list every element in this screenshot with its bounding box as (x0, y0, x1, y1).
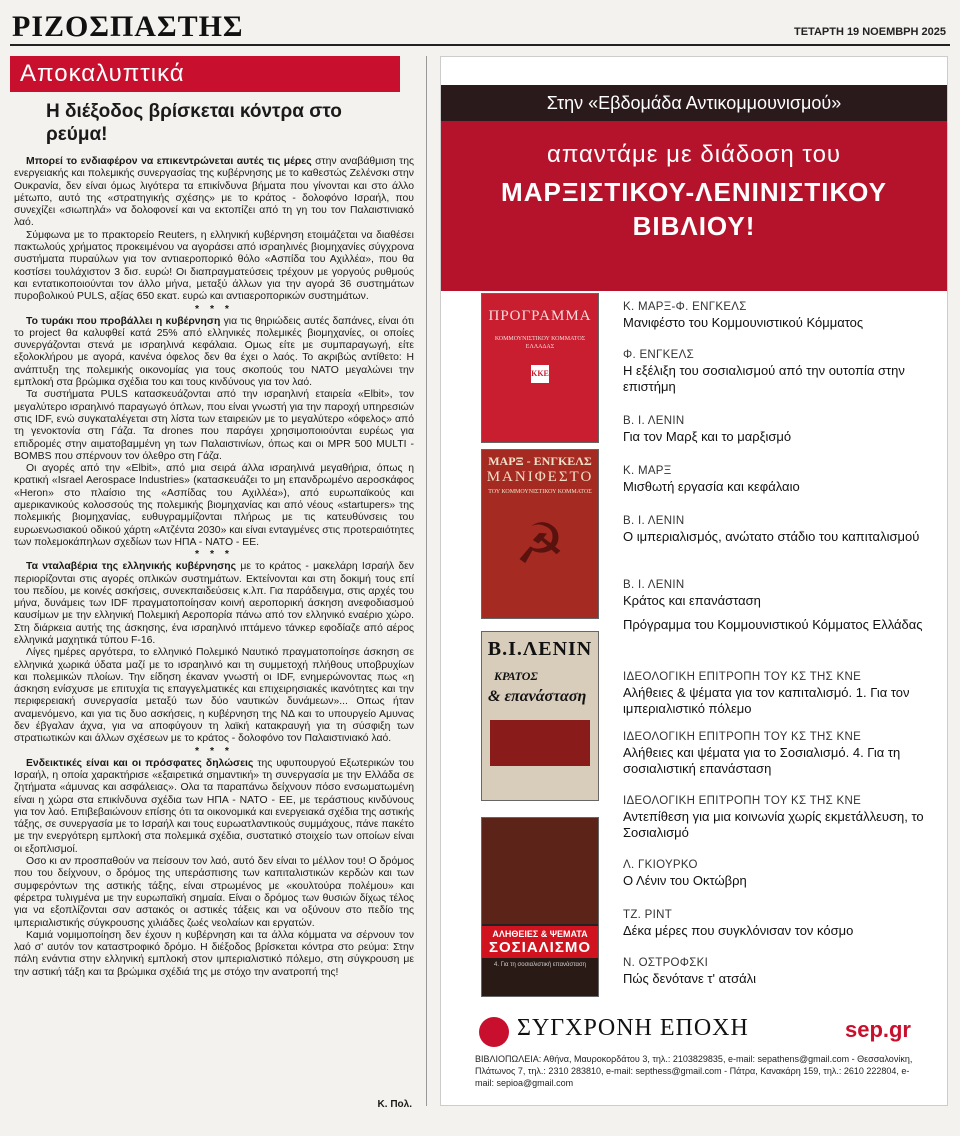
book-title: Για τον Μαρξ και το μαρξισμό (623, 429, 792, 444)
cover-title: ΚΡΑΤΟΣ (494, 669, 538, 683)
book-item (623, 615, 943, 633)
book-title: Μανιφέστο του Κομμουνιστικού Κόμματος (623, 315, 864, 330)
ad-banner-top: Στην «Εβδομάδα Αντικομμουνισμού» (441, 85, 947, 121)
book-title: Πρόγραμμα του Κομμουνιστικού Κόμματος Ελλάδας (623, 617, 923, 632)
book-title: Μισθωτή εργασία και κεφάλαιο (623, 479, 800, 494)
book-author: Κ. ΜΑΡΞ-Φ. ΕΝΓΚΕΛΣ (623, 301, 747, 313)
cover-title: ΜΑΝΙΦΕΣΤΟ (486, 469, 594, 485)
ad-banner-line3: ΒΙΒΛΙΟΥ! (632, 211, 756, 241)
paragraph-lead: Μπορεί το ενδιαφέρον να επικεντρώνεται αυτές τις μέρες (26, 156, 312, 167)
book-author: ΤΖ. ΡΙΝΤ (623, 909, 673, 921)
book-item (623, 671, 943, 717)
book-title: Πώς δενότανε τ' ατσάλι (623, 971, 756, 986)
book-item (623, 415, 943, 445)
publisher-name: ΣΥΓΧΡΟΝΗ ΕΠΟΧΗ (517, 1015, 749, 1041)
paragraph-text: με το κράτος - μακελάρη Ισραήλ δεν περιορίζονται στις αγορές οπλικών συστημάτων. Εκτείνονται και στη δοκιμή τους επί του πεδίου, με κοινές ασκήσεις, συνεκπαιδεύσεις κ.λπ. Για παράδειγμα, στις αρχές του μήνα, δυνάμεις των IDF πραγματοποίησαν κοινή αεροπορική άσκηση ανεφοδιασμού καυσίμων με την ελληνική Πολεμική Αεροπορία πάνω από τον ελληνικό εναέριο χώρο. Στη διάρκεια αυτής της άσκησης, ένα ισραηλινό ιπτάμενο τάνκερ εφοδίαζε από αέρος ελληνικά μαχητικά τύπου F-16. (14, 561, 415, 646)
book-item (623, 465, 943, 495)
revolution-scene-illustration (482, 818, 598, 926)
column-divider (426, 56, 427, 1106)
paragraph (14, 561, 414, 647)
ad-banner-line1: απαντάμε με διάδοση του (546, 141, 842, 168)
article-body (14, 156, 414, 979)
paragraph-text: της υφυπουργού Εξωτερικών του Ισραήλ, η οποία χαρακτήρισε «εξαιρετικά σημαντική» τη συνεργασία με την Ελλάδα σε ζητήματα «άμυνας και ασφάλειας». Ολα τα παραπάνω δείχνουν πόσο ενσωματωμένη είναι η χώρα στα επικίνδυνα σχέδια των ΗΠΑ - ΝΑΤΟ - ΕΕ, με τεράστιους κινδύνους για τον λαό. Επιβεβαιώνουν επίσης ότι τα οικονομικά και ενεργειακά σχέδια της αστικής τάξης, σε συνεργασία με το Ισραήλ και τους ευρωατλαντικούς συμμάχους, πάνε πακέτο με την ενεργότερη εμπλοκή στα πολεμικά σχέδια, συστατικό στοιχείο των οποίων είναι οι εξοπλισμοί. (14, 757, 414, 855)
book-cover-programma (481, 293, 599, 443)
book-author: Φ. ΕΝΓΚΕΛΣ (623, 349, 695, 361)
publisher-logo-icon (479, 1017, 509, 1047)
paragraph-text: στην αναβάθμιση της ενεργειακής και πολεμικής συνεργασίας της κυβέρνησης με το καθεστώς Ζελένσκι στην Ουκρανία, δεν είναι όμως λιγότερα τα επικίνδυνα βήματα που γίνονται και στο άλλο μέτωπο, αυτό της «στρατηγικής σχέσης» με το κράτος - δολοφόνο Ισραήλ, που συνεχίζει «σιωπηλά» να δολοφονεί και να εκτοπίζει από τη γη του τον Παλαιστινιακό λαό. (14, 156, 414, 229)
newspaper-logo: ΡΙΖΟΣΠΑΣΤΗΣ (12, 10, 244, 43)
paragraph (14, 156, 414, 230)
book-cover-manifesto (481, 449, 599, 619)
publisher-footer (441, 1005, 947, 1105)
masthead (10, 6, 950, 46)
paragraph-lead: Τα νταλαβέρια της ελληνικής κυβέρνησης (26, 561, 237, 573)
cover-subtitle: 4. Για τη σοσιαλιστική επανάσταση (493, 962, 586, 968)
book-author: ΙΔΕΟΛΟΓΙΚΗ ΕΠΙΤΡΟΠΗ ΤΟΥ ΚΣ ΤΗΣ ΚΝΕ (623, 795, 862, 807)
paragraph-text: για τις θηριώδεις αυτές δαπάνες, είναι ότι το project θα καλυφθεί κατά 25% από ελληνικές πολεμικές βιομηχανίες, οι οποίες συνεργάζονται στενά με ισραηλινά κεφάλαια. Ομως είτε με συμπαραγωγή, είτε εξολοκλήρου με αγορά, κανένα όφελος δεν θα έχει ο λαός. Το ακριβώς αντίθετο: Η ανάπτυξη της πολεμικής οικονομίας για τους σκοπούς του ΝΑΤΟ μεγαλώνει την εμπλοκή στα βρώμικα σχέδια του και τους κινδύνους για τον λαό. (14, 315, 414, 389)
cover-author: Β.Ι.ΛΕΝΙΝ (487, 638, 593, 660)
paragraph: Σύμφωνα με το πρακτορείο Reuters, η ελληνική κυβέρνηση ετοιμάζεται να διαθέσει πακτωλούς χρήματος προκειμένου να αγοράσει από ισραηλινές βιομηχανίες σύγχρονα συστήματα πυραύλων για τον αντιαεροπορικό θόλο «Ασπίδα του Αχιλλέα», που θα κοστίσει τουλάχιστον 3 δισ. ευρώ! Οι διαπραγματεύσεις τρέχουν με γοργούς ρυθμούς και εντατικοποιούνται τον άλλο μήνα, μεταξύ άλλων για την αγορά 36 συστημάτων πυροβολικού PULS, αξίας 650 εκατ. ευρώ και αντιαεροπορικών συστημάτων. (14, 229, 414, 303)
cover-title: ΠΡΟΓΡΑΜΜΑ (488, 308, 592, 324)
book-title: Ο Λένιν του Οκτώβρη (623, 873, 747, 888)
publisher-address: ΒΙΒΛΙΟΠΩΛΕΙΑ: Αθήνα, Μαυροκορδάτου 3, τηλ.: 2103829835, e-mail: sepathens@gmail.com - Θεσσαλονίκη, Πλάτωνος 7, τηλ.: 2310 283810, e-mail: septhess@gmail.com - Πάτρα, Κανακάρη 159, τηλ.: 2610 222804, e-mail: sepioa@gmail.com (475, 1054, 913, 1088)
book-author: Β. Ι. ΛΕΝΙΝ (623, 579, 685, 591)
book-author: ΙΔΕΟΛΟΓΙΚΗ ΕΠΙΤΡΟΠΗ ΤΟΥ ΚΣ ΤΗΣ ΚΝΕ (623, 671, 862, 683)
paragraph: Καμιά νομιμοποίηση δεν έχουν η κυβέρνηση και τα άλλα κόμματα να σέρνουν τον λαό σ' αυτόν τον καταστροφικό δρόμο. Η διέξοδος βρίσκεται κόντρα στο ρεύμα: Στην πάλη ενάντια στην ελληνική εμπλοκή στον ιμπεριαλιστικό πόλεμο, στη σύγκρουση με την αστική τάξη και τα βρώμικα σχέδιά της με στόχο την ανατροπή της! (14, 929, 414, 978)
book-cover-alitheies (481, 817, 599, 997)
cover-title-2: & επανάσταση (488, 688, 587, 705)
cover-subtitle: ΤΟΥ ΚΟΜΜΟΥΝΙΣΤΙΚΟΥ ΚΟΜΜΑΤΟΣ (488, 489, 592, 495)
cover-title-2: ΣΟΣΙΑΛΙΣΜΟ (482, 939, 598, 958)
book-author: Ν. ΟΣΤΡΟΦΣΚΙ (623, 957, 709, 969)
section-separator: * * * (195, 745, 233, 757)
author-signature: Κ. Πολ. (377, 1099, 412, 1110)
kke-logo-icon: ΚΚΕ (531, 365, 549, 383)
paragraph-lead: Το τυράκι που προβάλλει η κυβέρνηση (26, 315, 221, 327)
book-title: Δέκα μέρες που συγκλόνισαν τον κόσμο (623, 923, 854, 938)
cover-title: ΑΛΗΘΕΙΕΣ & ΨΕΜΑΤΑ (482, 926, 598, 939)
article-column (10, 56, 418, 1126)
hammer-sickle-icon: ☭ (514, 514, 566, 576)
book-author: Β. Ι. ΛΕΝΙΝ (623, 415, 685, 427)
book-author: Κ. ΜΑΡΞ (623, 465, 672, 477)
ad-banner-main (441, 121, 947, 291)
book-author: Β. Ι. ΛΕΝΙΝ (623, 515, 685, 527)
article-headline: Η διέξοδος βρίσκεται κόντρα στο ρεύμα! (46, 101, 342, 145)
issue-date: ΤΕΤΑΡΤΗ 19 ΝΟΕΜΒΡΗ 2025 (793, 26, 946, 38)
book-title: Αλήθειες και ψέματα για το Σοσιαλισμό. 4. Για τη σοσιαλιστική επανάσταση (623, 745, 901, 776)
ad-banner-line2: ΜΑΡΞΙΣΤΙΚΟΥ-ΛΕΝΙΝΙΣΤΙΚΟΥ (501, 177, 887, 207)
book-item (623, 515, 943, 545)
book-item (623, 909, 943, 939)
paragraph: Τα συστήματα PULS κατασκευάζονται από την ισραηλινή εταιρεία «Elbit», τον μεγαλύτερο ισραηλινό παραγωγό όπλων, που είναι γνωστή για την παροχή υπηρεσιών στις IDF, ενώ συγκαταλέγεται στη λίστα των εταιρειών με το μεγαλύτερο «όφελος» από τη γενοκτονία στη Γάζα. Τα drones που παράγει χρησιμοποιούνται ευρέως για επιδρομές στην αιματοβαμμένη γη των Παλαιστινίων, όπως και οι MPR 500 MULTI - BOMBS που σπέρνουν τον όλεθρο στη Γάζα. (14, 389, 414, 462)
cover-subtitle: ΚΟΜΜΟΥΝΙΣΤΙΚΟΥ ΚΟΜΜΑΤΟΣ ΕΛΛΑΔΑΣ (494, 336, 586, 350)
publisher-website[interactable]: sep.gr (844, 1017, 911, 1042)
book-item (623, 349, 943, 395)
paragraph-lead: Ενδεικτικές είναι και οι πρόσφατες δηλώσεις (26, 757, 254, 769)
paragraph: Οσο κι αν προσπαθούν να πείσουν τον λαό, αυτό δεν είναι το μέλλον του! Ο δρόμος που του δείχνουν, ο δρόμος της υπεράσπισης των καπιταλιστικών κερδών και των συμφερόντων της αστικής τάξης, είναι στρωμένος με «κουλτούρα πολέμου» και φέρετρα τυλιγμένα με την ευρωπαϊκή σημαία. Είναι ο δρόμος των θυσιών δίχως τέλος για να εξοπλίζονται σαν αστακός οι αστικές τάξεις και να οξύνουν στο πεδίο της ιμπεριαλιστικής σύγκρουσης χιλιάδες ζωές νεολαίων και εργατών. (14, 856, 414, 929)
paragraph: Λίγες ημέρες αργότερα, το ελληνικό Πολεμικό Ναυτικό πραγματοποίησε άσκηση σε ελληνικά χωρικά ύδατα μαζί με το ισραηλινό και τη συμμετοχή πλήθους υποβρυχίων και πολεμικών πλοίων. Την είδηση έκαναν γνωστή οι IDF, ενημερώνοντας πως «η άσκηση ενίσχυσε με επιτυχία τις επαγγελματικές και επιχειρησιακές ικανότητες και την περιφερειακή συνεργασία μεταξύ των δύο ναυτικών δυνάμεων»... Οπως ήταν αναμενόμενο, και για τις δυο ασκήσεις, η κυβέρνηση της ΝΔ και το υπουργείο Αμυνας δεν έβγαλαν άχνα, για να αποφύγουν τη λαϊκή κατακραυγή για τη σύσφιξη των στρατιωτικών και άλλων σχέσεων με το κράτος - δολοφόνο τον Παλαιστινιακό λαό. (14, 647, 414, 745)
book-item (623, 301, 943, 331)
book-title: Κράτος και επανάσταση (623, 593, 761, 608)
book-item (623, 795, 943, 841)
book-cover-kratos (481, 631, 599, 801)
red-flags-illustration (490, 720, 590, 766)
section-separator: * * * (195, 549, 233, 561)
ad-banner-headline (441, 175, 947, 243)
book-title: Ο ιμπεριαλισμός, ανώτατο στάδιο του καπιταλισμού (623, 529, 920, 544)
book-item (623, 731, 943, 777)
book-title: Αλήθειες & ψέματα για τον καπιταλισμό. 1. Για τον ιμπεριαλιστικό πόλεμο (623, 685, 910, 716)
book-title: Η εξέλιξη του σοσιαλισμού από την ουτοπία στην επιστήμη (623, 363, 905, 394)
paragraph: Οι αγορές από την «Elbit», από μια σειρά άλλα ισραηλινά μεγαθήρια, όπως η κρατική «Israel Aerospace Industries» (κατασκευάζει το μη επανδρωμένο αεροσκάφος «Heron» στο πλαίσιο της «Ασπίδας του Αχιλλέα»), από ευρωπαϊκούς και αμερικανικούς κολοσσούς της πολεμικής βιομηχανίας και από νέους «startupers» της πολεμικής βιομηχανίας, ευθυγραμμίζονται πλήρως με τις κατευθύνσεις του ευρωενωσιακού οδικού χάρτη «Ατζέντα 2030» και είναι ενταγμένες στις προτεραιότητες των πολεμοκάπηλων σχεδίων των ΗΠΑ - ΝΑΤΟ - ΕΕ. (14, 463, 414, 548)
section-separator: * * * (195, 303, 233, 315)
book-item (623, 859, 943, 889)
paragraph (14, 758, 414, 856)
book-author: Λ. ΓΚΙΟΥΡΚΟ (623, 859, 698, 871)
book-title: Αντεπίθεση για μια κοινωνία χωρίς εκμετάλλευση, το Σοσιαλισμό (623, 809, 924, 840)
cover-authors: ΜΑΡΞ - ΕΝΓΚΕΛΣ (488, 454, 592, 468)
book-item (623, 957, 943, 987)
paragraph (14, 316, 414, 390)
book-advertisement (440, 56, 948, 1106)
column-title: Αποκαλυπτικά (10, 56, 400, 92)
book-item (623, 579, 943, 609)
book-author: ΙΔΕΟΛΟΓΙΚΗ ΕΠΙΤΡΟΠΗ ΤΟΥ ΚΣ ΤΗΣ ΚΝΕ (623, 731, 862, 743)
